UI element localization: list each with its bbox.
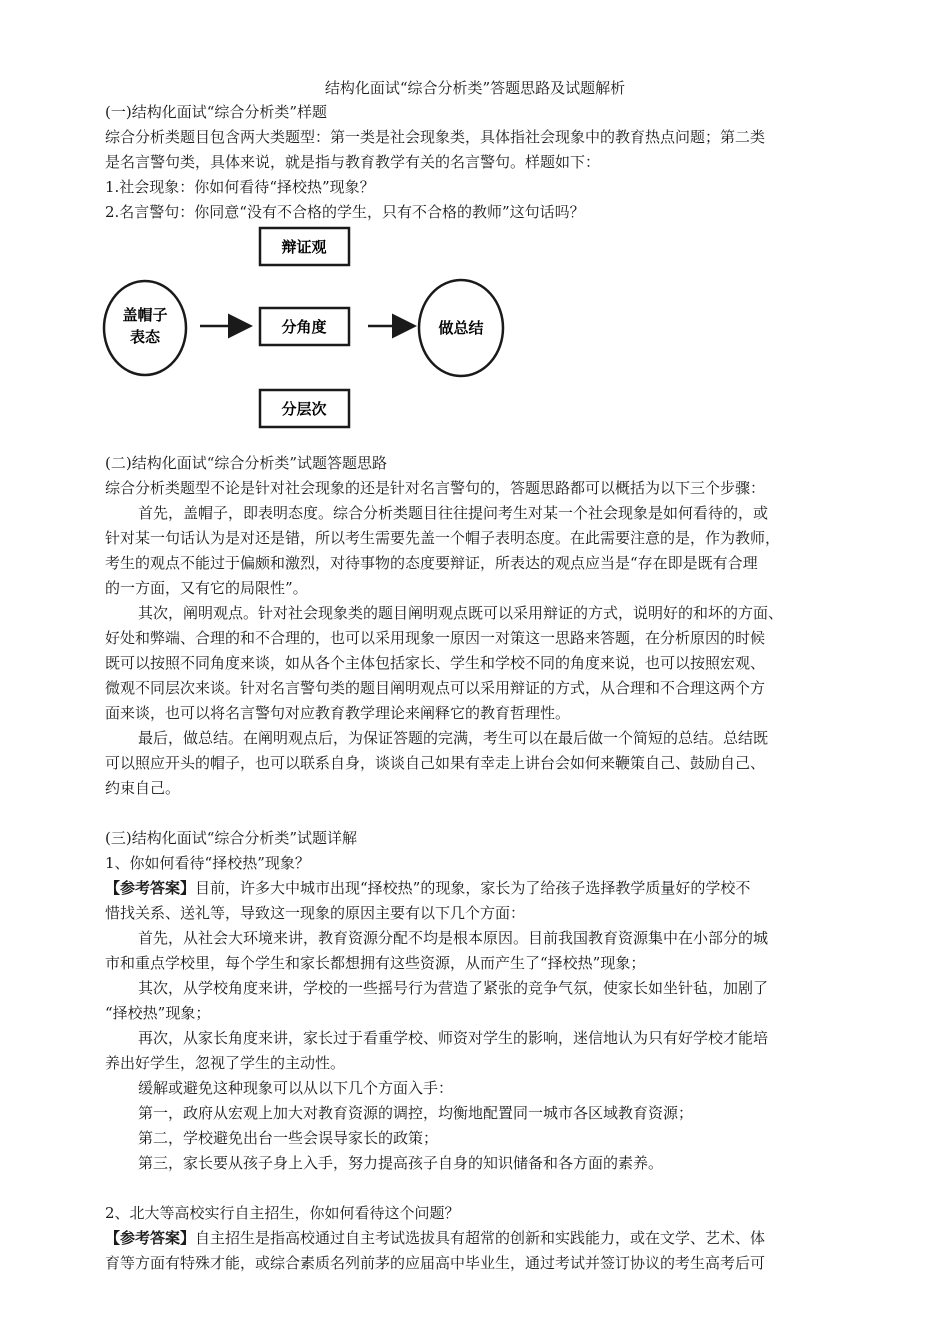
paragraph-line: 综合分析类题目包含两大类题型：第一类是社会现象类，具体指社会现象中的教育热点问题；第二类 bbox=[105, 128, 766, 146]
paragraph-line: 再次，从家长角度来讲，家长过于看重学校、师资对学生的影响，迷信地认为只有好学校才能培 bbox=[138, 1029, 769, 1047]
paragraph-line: 其次，阐明观点。针对社会现象类的题目阐明观点既可以采用辩证的方式，说明好的和坏的方面、 bbox=[138, 604, 784, 622]
answer-flow-diagram bbox=[100, 222, 520, 432]
section-2-heading: (二)结构化面试“综合分析类”试题答题思路 bbox=[105, 454, 388, 472]
paragraph-line: 微观不同层次来谈。针对名言警句类的题目阐明观点可以采用辩证的方式，从合理和不合理这两个方 bbox=[105, 679, 766, 697]
section-3-heading: (三)结构化面试“综合分析类”试题详解 bbox=[105, 829, 358, 847]
paragraph-line: 其次，从学校角度来讲，学校的一些摇号行为营造了紧张的竞争气氛，使家长如坐针毡，加剧了 bbox=[138, 979, 769, 997]
paragraph-line bbox=[105, 1226, 850, 1250]
section-1-heading: (一)结构化面试“综合分析类”样题 bbox=[105, 103, 328, 121]
bottom-node bbox=[260, 390, 349, 427]
answer-text: 自主招生是指高校通过自主考试选拔具有超常的创新和实践能力，或在文学、艺术、体 bbox=[195, 1229, 766, 1247]
answer-text: 目前，许多大中城市出现“择校热”的现象，家长为了给孩子选择教学质量好的学校不 bbox=[195, 879, 751, 897]
paragraph-line: 市和重点学校里，每个学生和家长都想拥有这些资源，从而产生了“择校热”现象； bbox=[105, 954, 646, 972]
answer-label: 【参考答案】 bbox=[105, 1229, 196, 1247]
paragraph-line: “择校热”现象； bbox=[105, 1004, 211, 1022]
document-title: 结构化面试“综合分析类”答题思路及试题解析 bbox=[324, 79, 626, 97]
middle-node-label: 分角度 bbox=[281, 318, 327, 336]
paragraph-line: 考生的观点不能过于偏颇和激烈，对待事物的态度要辩证，所表达的观点应当是“存在即是既有合理 bbox=[105, 554, 758, 572]
question-2: 2、北大等高校实行自主招生，你如何看待这个问题？ bbox=[105, 1204, 460, 1222]
sample-question-2: 2.名言警句：你同意“没有不合格的学生，只有不合格的教师”这句话吗？ bbox=[105, 203, 585, 221]
start-node-label-1: 盖帽子 bbox=[122, 306, 168, 324]
paragraph-line: 既可以按照不同角度来谈，如从各个主体包括家长、学生和学校不同的角度来说，也可以按照宏观、 bbox=[105, 654, 766, 672]
paragraph-line: 好处和弊端、合理的和不合理的，也可以采用现象一原因一对策这一思路来答题，在分析原因的时候 bbox=[105, 629, 766, 647]
paragraph-line: 综合分析类题型不论是针对社会现象的还是针对名言警句的，答题思路都可以概括为以下三个步骤： bbox=[105, 479, 766, 497]
question-1: 1、你如何看待“择校热”现象？ bbox=[105, 854, 310, 872]
top-node bbox=[260, 228, 349, 265]
paragraph-line: 第三，家长要从孩子身上入手，努力提高孩子自身的知识储备和各方面的素养。 bbox=[138, 1154, 664, 1172]
paragraph-line: 是名言警句类，具体来说，就是指与教育教学有关的名言警句。样题如下： bbox=[105, 153, 601, 171]
end-node-label: 做总结 bbox=[438, 319, 484, 337]
paragraph-line: 约束自己。 bbox=[105, 779, 181, 797]
paragraph-line: 育等方面有特殊才能，或综合素质名列前茅的应届高中毕业生，通过考试并签订协议的考生高考后可 bbox=[105, 1254, 766, 1272]
end-node bbox=[419, 280, 503, 376]
paragraph-line: 可以照应开头的帽子，也可以联系自身，谈谈自己如果有幸走上讲台会如何来鞭策自己、鼓励自己、 bbox=[105, 754, 766, 772]
paragraph-line: 最后，做总结。在阐明观点后，为保证答题的完满，考生可以在最后做一个简短的总结。总结既 bbox=[138, 729, 769, 747]
paragraph-line: 第一，政府从宏观上加大对教育资源的调控，均衡地配置同一城市各区域教育资源； bbox=[138, 1104, 694, 1122]
paragraph-line: 首先，盖帽子，即表明态度。综合分析类题目往往提问考生对某一个社会现象是如何看待的，或 bbox=[138, 504, 769, 522]
paragraph-line: 首先，从社会大环境来讲，教育资源分配不均是根本原因。目前我国教育资源集中在小部分的城 bbox=[138, 929, 769, 947]
top-node-label: 辩证观 bbox=[281, 238, 327, 256]
answer-label: 【参考答案】 bbox=[105, 879, 196, 897]
paragraph-line: 缓解或避免这种现象可以从以下几个方面入手： bbox=[138, 1079, 454, 1097]
bottom-node-label: 分层次 bbox=[281, 400, 327, 418]
paragraph-line: 面来谈，也可以将名言警句对应教育教学理论来阐释它的教育哲理性。 bbox=[105, 704, 571, 722]
start-node bbox=[104, 281, 186, 375]
sample-question-1: 1.社会现象：你如何看待“择校热”现象？ bbox=[105, 178, 375, 196]
start-node-label-2: 表态 bbox=[129, 328, 161, 346]
paragraph-line: 第二，学校避免出台一些会误导家长的政策； bbox=[138, 1129, 439, 1147]
paragraph-line bbox=[105, 876, 850, 900]
paragraph-line: 针对某一句话认为是对还是错，所以考生需要先盖一个帽子表明态度。在此需要注意的是，作为教师， bbox=[105, 529, 781, 547]
middle-node bbox=[260, 308, 349, 345]
paragraph-line: 惜找关系、送礼等，导致这一现象的原因主要有以下几个方面： bbox=[105, 904, 526, 922]
paragraph-line: 养出好学生，忽视了学生的主动性。 bbox=[105, 1054, 346, 1072]
paragraph-line: 的一方面，又有它的局限性”。 bbox=[105, 579, 308, 597]
